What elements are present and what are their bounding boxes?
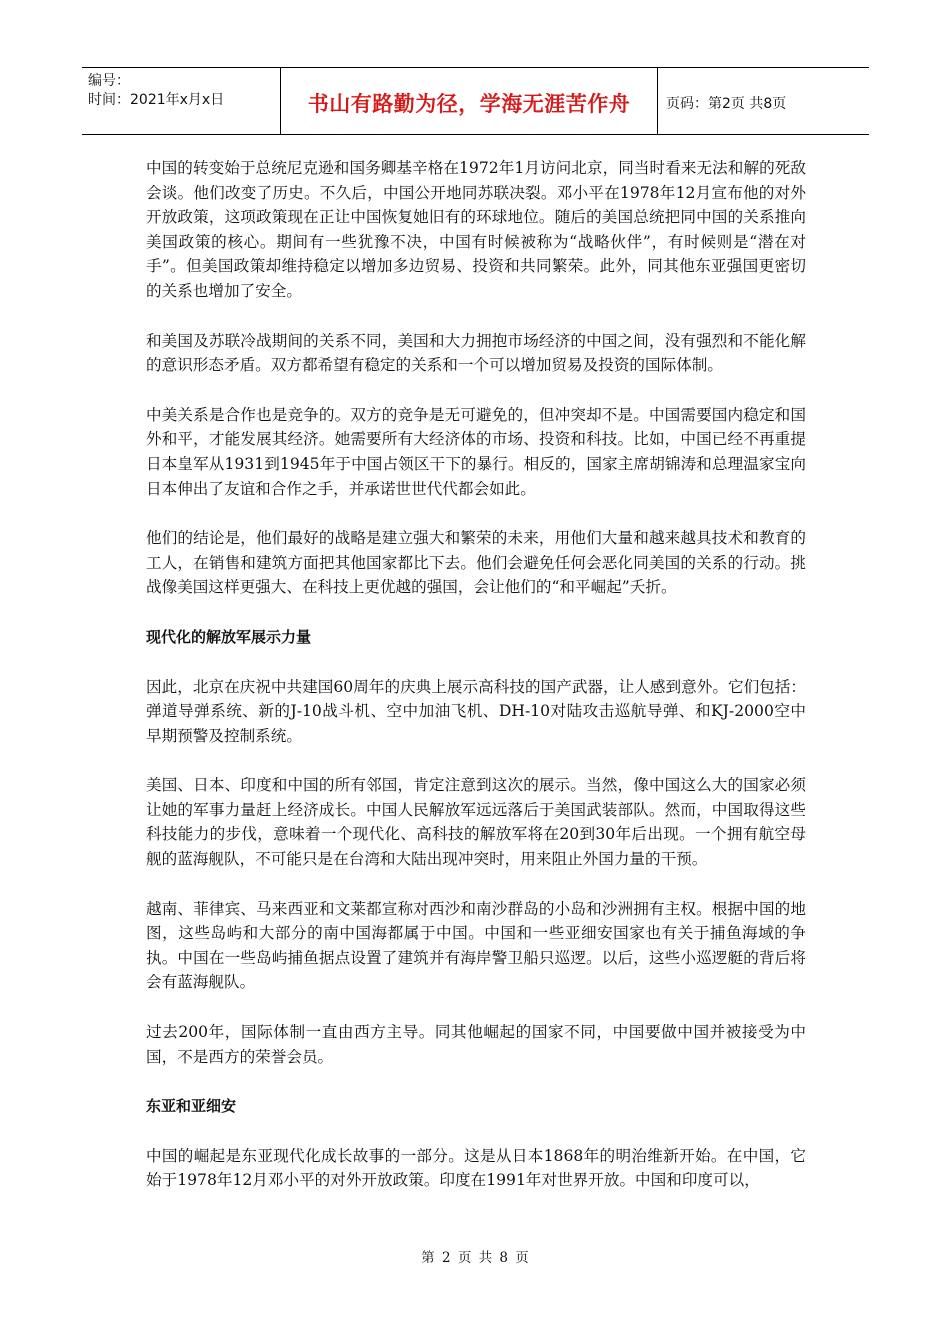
header-page-info: 页码：第2页 共8页 bbox=[666, 96, 787, 112]
body-paragraph: 过去200年，国际体制一直由西方主导。同其他崛起的国家不同，中国要做中国并被接受为中国，不是西方的荣誉会员。 bbox=[146, 1023, 806, 1066]
page-footer: 第 2 页 共 8 页 bbox=[421, 1250, 529, 1266]
header-meta bbox=[82, 68, 281, 134]
document-header bbox=[82, 67, 869, 135]
section-heading: 现代化的解放军展示力量 bbox=[146, 627, 312, 646]
document-number-label: 编号： bbox=[88, 73, 130, 89]
body-paragraph: 中国的转变始于总统尼克逊和国务卿基辛格在1972年1月访问北京，同当时看来无法和解的死敌会谈。他们改变了历史。不久后，中国公开地同苏联决裂。邓小平在1978年12月宣布他的对外开放政策，这项政策现在正让中国恢复她旧有的环球地位。随后的美国总统把同中国的关系推向美国政策的核心。期间有一些犹豫不决，中国有时候被称为“战略伙伴”，有时候则是“潜在对手”。但美国政策却维持稳定以增加多边贸易、投资和共同繁荣。此外，同其他东亚强国更密切的关系也增加了安全。 bbox=[146, 159, 806, 300]
header-motto: 书山有路勤为径，学海无涯苦作舟 bbox=[281, 68, 658, 134]
document-body bbox=[146, 156, 806, 1218]
document-date: 时间：2021年x月x日 bbox=[88, 92, 225, 108]
body-paragraph: 中国的崛起是东亚现代化成长故事的一部分。这是从日本1868年的明治维新开始。在中国，它始于1978年12月邓小平的对外开放政策。印度在1991年对世界开放。中国和印度可以， bbox=[146, 1146, 806, 1190]
body-paragraph: 他们的结论是，他们最好的战略是建立强大和繁荣的未来，用他们大量和越来越具技术和教育的工人，在销售和建筑方面把其他国家都比下去。他们会避免任何会恶化同美国的关系的行动。挑战像美国这样更强大、在科技上更优越的强国，会让他们的“和平崛起”夭折。 bbox=[146, 529, 806, 597]
body-paragraph: 美国、日本、印度和中国的所有邻国，肯定注意到这次的展示。当然，像中国这么大的国家必须让她的军事力量赶上经济成长。中国人民解放军远远落后于美国武装部队。然而，中国取得这些科技能力的步伐，意味着一个现代化、高科技的解放军将在20到30年后出现。一个拥有航空母舰的蓝海舰队，不可能只是在台湾和大陆出现冲突时，用来阻止外国力量的干预。 bbox=[146, 776, 806, 869]
body-paragraph: 中美关系是合作也是竞争的。双方的竞争是无可避免的，但冲突却不是。中国需要国内稳定和国外和平，才能发展其经济。她需要所有大经济体的市场、投资和科技。比如，中国已经不再重提日本皇军从1931到1945年于中国占领区干下的暴行。相反的，国家主席胡锦涛和总理温家宝向日本伸出了友谊和合作之手，并承诺世世代代都会如此。 bbox=[146, 405, 806, 498]
body-paragraph: 因此，北京在庆祝中共建国60周年的庆典上展示高科技的国产武器，让人感到意外。它们包括：弹道导弹系统、新的J-10战斗机、空中加油飞机、DH-10对陆攻击巡航导弹、和KJ-2000空中早期预警及控制系统。 bbox=[146, 677, 806, 745]
body-paragraph: 越南、菲律宾、马来西亚和文莱都宣称对西沙和南沙群岛的小岛和沙洲拥有主权。根据中国的地图，这些岛屿和大部分的南中国海都属于中国。中国和一些亚细安国家也有关于捕鱼海域的争执。中国在一些岛屿捕鱼据点设置了建筑并有海岸警卫船只巡逻。以后，这些小巡逻艇的背后将会有蓝海舰队。 bbox=[146, 899, 806, 992]
section-heading: 东亚和亚细安 bbox=[146, 1097, 237, 1116]
body-paragraph: 和美国及苏联冷战期间的关系不同，美国和大力拥抱市场经济的中国之间，没有强烈和不能化解的意识形态矛盾。双方都希望有稳定的关系和一个可以增加贸易及投资的国际体制。 bbox=[146, 331, 806, 375]
